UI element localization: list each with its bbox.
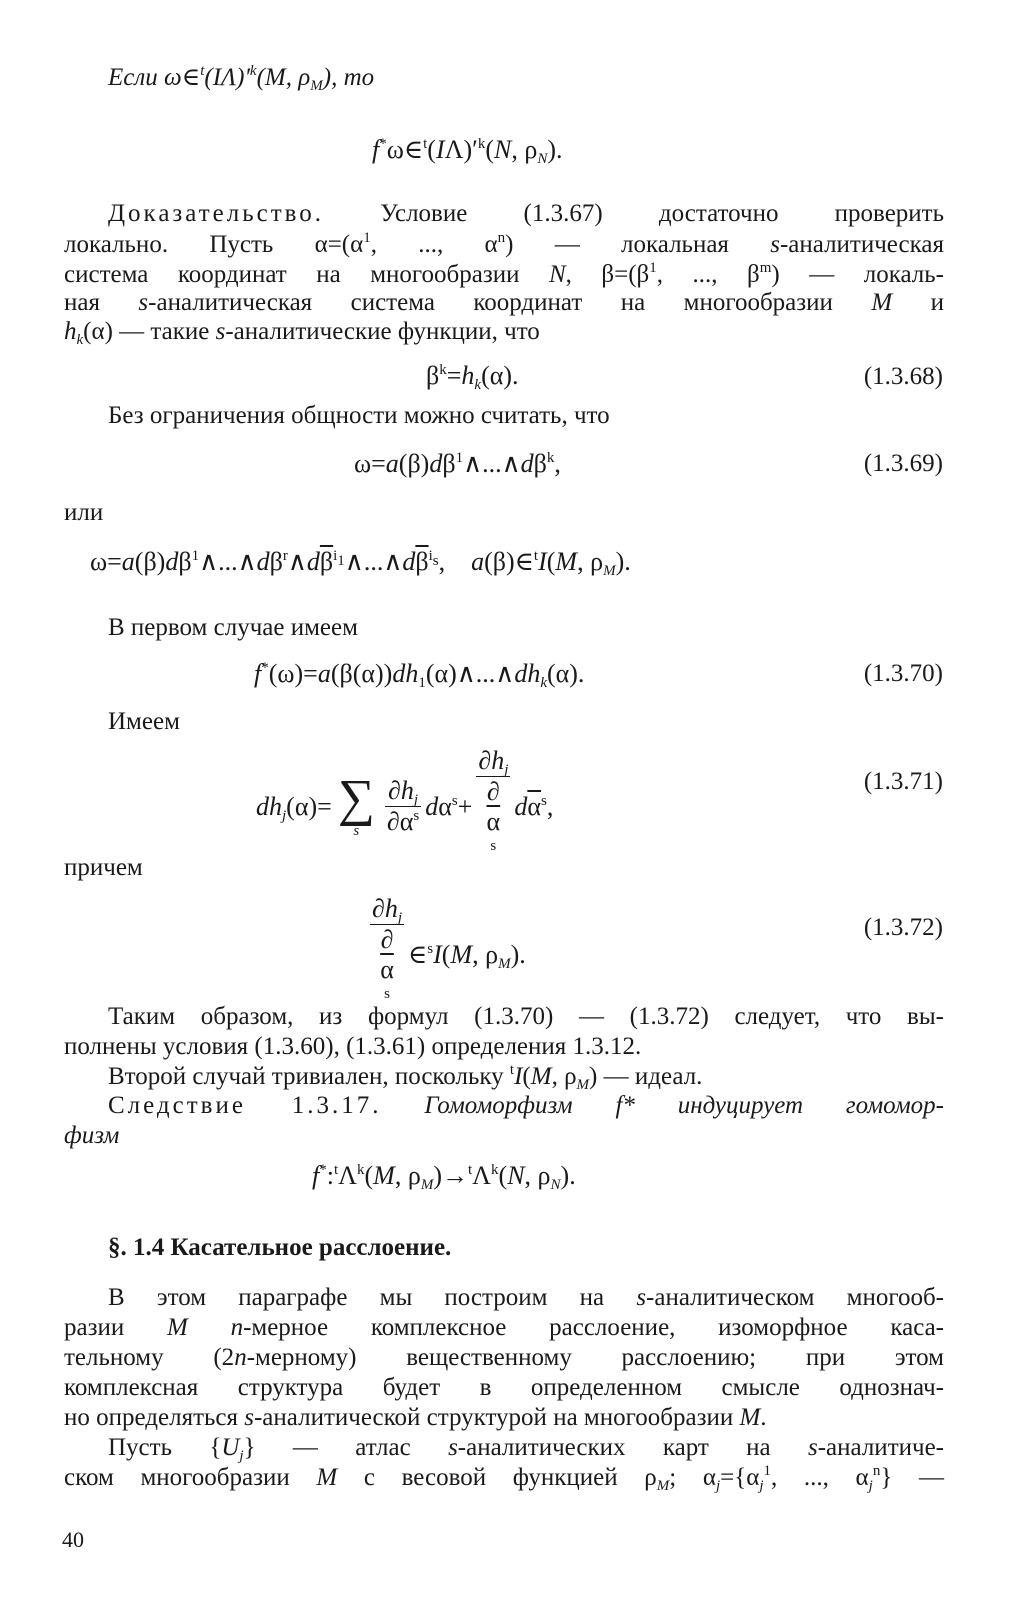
equation-1-3-68: $\beta^k=h_k(\alpha)$.: [426, 361, 519, 393]
intro-line: Если $\omega\in^t(I\Lambda)'^k(M$, $\rho_M$), то: [108, 63, 375, 94]
section-para1-line-5: но определяться s-аналитической структурой на многообразии M.: [64, 1404, 767, 1431]
proof-line-3: система координат на многообразии N, $\beta=(\beta^1$, ..., $\beta^m$) — локаль-: [64, 260, 944, 288]
page-number: 40: [62, 1527, 84, 1552]
intro-formula: $f^*\omega\in^t(I\Lambda)'^k(N$, $\rho_N$).: [372, 135, 563, 167]
note-71: Имеем: [108, 708, 180, 735]
fraction: $\partial h_j$ ∂ $\overline{\alpha}$ $^s$: [478, 746, 509, 854]
equation-1-3-70: $f^*(\omega)=a(\beta(\alpha))dh_1(\alpha)\wedge...\wedge dh_k(\alpha)$.: [254, 659, 585, 691]
sum-symbol: ∑ s: [337, 769, 375, 839]
equation-1-3-72: $\partial h_j$ ∂ $\overline{\alpha}$ $^s$ ∈$^s$I(M, $\rho_M$).: [366, 894, 526, 1015]
section-para1-line-3: тельному (2n-мерному) вещественному расслоению; при этом: [64, 1344, 944, 1371]
proof-line-4: ная s-аналитическая система координат на многообразии M и: [64, 289, 944, 316]
section-heading: §. 1.4 Касательное расслоение.: [108, 1234, 452, 1261]
corollary-text: Гомоморфизм f* индуцирует гомомор-: [424, 1092, 945, 1119]
section-para1-line-4: комплексная структура будет в определенном смысле однознач-: [64, 1374, 944, 1401]
equation-unnumbered: $\omega=a(\beta)d\beta^1\wedge...\wedge d\beta^r\wedge d\overline{\beta}^{i_1}\wedge...\wedge d\overline{\beta}^{i_s}$, a(β)∈$^t$I(M, $\rho_M$).: [90, 547, 631, 579]
proof-line-1: [64, 198, 944, 229]
proof-text: Условие (1.3.67) достаточно проверить: [380, 200, 945, 227]
or-word: или: [64, 499, 104, 526]
equation-number: (1.3.71): [863, 768, 943, 795]
equation-number: (1.3.72): [863, 914, 943, 941]
section-para2-line-1: Пусть $\{U_j\}$ — атлас s-аналитических карт на s-аналитиче-: [108, 1434, 944, 1464]
conclusion-line-1: Таким образом, из формул (1.3.70) — (1.3.72) следует, что вы-: [108, 1003, 944, 1030]
equation-number: (1.3.70): [863, 660, 943, 687]
equation-1-3-69: $\omega=a(\beta)d\beta^1\wedge...\wedge d\beta^k$,: [354, 449, 561, 478]
corollary-formula: $f^*:^t\Lambda^k(M$, $\rho_M)\to^t\Lambda^k(N$, $\rho_N$).: [312, 1161, 576, 1193]
fraction: $\partial h_j$ ∂ $\overline{\alpha}$ $^s$: [372, 894, 403, 1002]
note-70: В первом случае имеем: [108, 614, 358, 641]
proof-label: Доказательство.: [108, 200, 325, 227]
proof-line-2: локально. Пусть $\alpha=(\alpha^1$, ..., $\alpha^n$) — локальная s-аналитическая: [64, 230, 944, 258]
section-para2-line-2: ском многообразии M с весовой функцией $\rho_M$; $\alpha_j=\{\alpha_j^1$, ..., $\alpha_j^n$} —: [64, 1463, 944, 1494]
proof-line-5: $h_k(\alpha)$ — такие s-аналитические функции, что: [64, 318, 540, 348]
equation-1-3-71: $dh_j(\alpha)=$ ∑ s $\frac{\partial h_j}{\partial\alpha^s}$ $d\alpha^s+$ $\partial h_j$ ∂ $\overline{\alpha}$ $^s$ $d\overline{\alpha}^s$,: [256, 746, 553, 867]
section-para1-line-1: В этом параграфе мы построим на s-аналитическом многооб-: [108, 1284, 944, 1311]
corollary-label: Следствие 1.3.17.: [108, 1092, 382, 1119]
equation-number: (1.3.68): [863, 363, 943, 390]
conclusion-line-2: полнены условия (1.3.60), (1.3.61) определения 1.3.12.: [64, 1033, 642, 1060]
section-para1-line-2: разии M n-мерное комплексное расслоение, изоморфное каса-: [64, 1314, 945, 1341]
note-69: Без ограничения общности можно считать, что: [108, 402, 610, 429]
equation-number: (1.3.69): [863, 450, 943, 477]
corollary-line-2: физм: [64, 1122, 120, 1149]
fraction: $\frac{\partial h_j}{\partial\alpha^s}$: [386, 776, 420, 836]
note-72: причем: [64, 854, 143, 881]
corollary-line-1: [64, 1090, 944, 1121]
second-case-line: Второй случай тривиален, поскольку $^t$I(M, $\rho_M$) — идеал.: [108, 1062, 703, 1093]
